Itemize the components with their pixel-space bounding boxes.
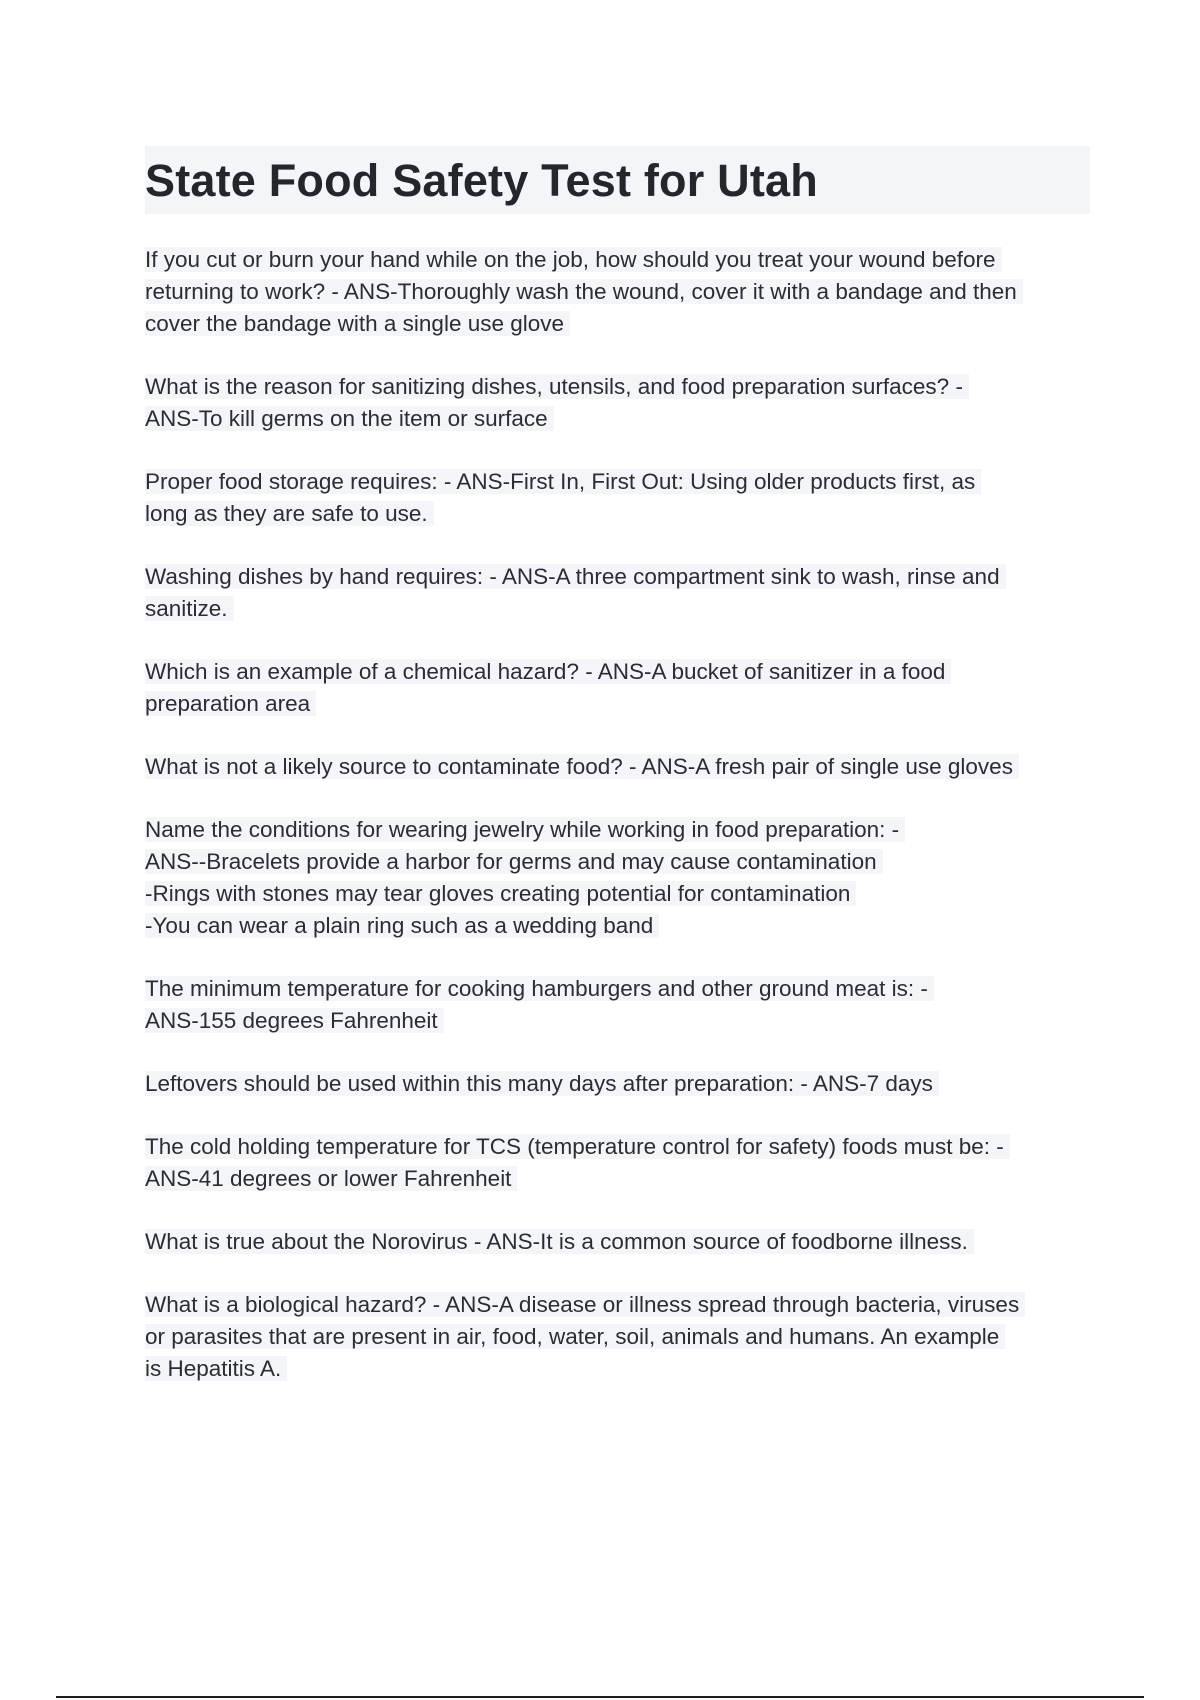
question-answer-text: preparation area bbox=[145, 691, 316, 716]
question-answer-line bbox=[145, 1226, 1090, 1258]
question-answer-line bbox=[145, 371, 1090, 403]
question-answer-text: Which is an example of a chemical hazard? - ANS-A bucket of sanitizer in a food bbox=[145, 659, 951, 684]
question-answer-line bbox=[145, 244, 1090, 276]
question-answer-line bbox=[145, 466, 1090, 498]
question-answer-line bbox=[145, 751, 1090, 783]
question-answer-line bbox=[145, 308, 1090, 340]
question-answer-line bbox=[145, 593, 1090, 625]
question-answer-text: or parasites that are present in air, food, water, soil, animals and humans. An example bbox=[145, 1324, 1005, 1349]
question-answer-line bbox=[145, 878, 1090, 910]
question-answer-text: What is the reason for sanitizing dishes, utensils, and food preparation surfaces? - bbox=[145, 374, 969, 399]
question-answer-item bbox=[145, 973, 1090, 1037]
question-answer-text: ANS-41 degrees or lower Fahrenheit bbox=[145, 1166, 517, 1191]
question-answer-item bbox=[145, 1289, 1090, 1385]
question-answer-item bbox=[145, 1068, 1090, 1100]
page-title: State Food Safety Test for Utah bbox=[145, 154, 818, 206]
document-page bbox=[145, 146, 1090, 1416]
question-answer-text: What is a biological hazard? - ANS-A disease or illness spread through bacteria, viruses bbox=[145, 1292, 1025, 1317]
question-answer-text: What is not a likely source to contaminate food? - ANS-A fresh pair of single use gloves bbox=[145, 754, 1019, 779]
question-answer-text: If you cut or burn your hand while on the job, how should you treat your wound before bbox=[145, 247, 1002, 272]
question-answer-item bbox=[145, 466, 1090, 530]
question-answer-line bbox=[145, 973, 1090, 1005]
question-answer-line bbox=[145, 656, 1090, 688]
question-answer-text: cover the bandage with a single use glove bbox=[145, 311, 570, 336]
question-answer-line bbox=[145, 276, 1090, 308]
question-answer-item bbox=[145, 1131, 1090, 1195]
question-answer-text: Leftovers should be used within this many days after preparation: - ANS-7 days bbox=[145, 1071, 939, 1096]
question-answer-text: What is true about the Norovirus - ANS-It is a common source of foodborne illness. bbox=[145, 1229, 974, 1254]
question-answer-item bbox=[145, 371, 1090, 435]
question-answer-line bbox=[145, 1005, 1090, 1037]
question-answer-line bbox=[145, 1353, 1090, 1385]
question-answer-list bbox=[145, 244, 1090, 1385]
question-answer-item bbox=[145, 1226, 1090, 1258]
question-answer-item bbox=[145, 656, 1090, 720]
question-answer-item bbox=[145, 244, 1090, 340]
question-answer-line bbox=[145, 1163, 1090, 1195]
question-answer-line bbox=[145, 1289, 1090, 1321]
question-answer-text: Proper food storage requires: - ANS-First In, First Out: Using older products first, as bbox=[145, 469, 981, 494]
question-answer-line bbox=[145, 910, 1090, 942]
question-answer-line bbox=[145, 1068, 1090, 1100]
question-answer-text: sanitize. bbox=[145, 596, 234, 621]
question-answer-line bbox=[145, 846, 1090, 878]
question-answer-line bbox=[145, 561, 1090, 593]
question-answer-text: is Hepatitis A. bbox=[145, 1356, 287, 1381]
title-block bbox=[145, 146, 1090, 214]
question-answer-text: returning to work? - ANS-Thoroughly wash the wound, cover it with a bandage and then bbox=[145, 279, 1023, 304]
question-answer-text: ANS--Bracelets provide a harbor for germs and may cause contamination bbox=[145, 849, 883, 874]
question-answer-text: ANS-155 degrees Fahrenheit bbox=[145, 1008, 444, 1033]
bottom-divider bbox=[56, 1696, 1144, 1698]
question-answer-text: ANS-To kill germs on the item or surface bbox=[145, 406, 554, 431]
question-answer-line bbox=[145, 688, 1090, 720]
question-answer-item bbox=[145, 751, 1090, 783]
question-answer-item bbox=[145, 561, 1090, 625]
question-answer-text: Washing dishes by hand requires: - ANS-A three compartment sink to wash, rinse and bbox=[145, 564, 1006, 589]
question-answer-text: The minimum temperature for cooking hamburgers and other ground meat is: - bbox=[145, 976, 934, 1001]
question-answer-text: Name the conditions for wearing jewelry while working in food preparation: - bbox=[145, 817, 905, 842]
question-answer-text: -Rings with stones may tear gloves creating potential for contamination bbox=[145, 881, 856, 906]
question-answer-line bbox=[145, 1321, 1090, 1353]
question-answer-line bbox=[145, 498, 1090, 530]
question-answer-text: The cold holding temperature for TCS (temperature control for safety) foods must be: - bbox=[145, 1134, 1010, 1159]
question-answer-line bbox=[145, 1131, 1090, 1163]
question-answer-text: long as they are safe to use. bbox=[145, 501, 434, 526]
question-answer-line bbox=[145, 403, 1090, 435]
question-answer-item bbox=[145, 814, 1090, 942]
question-answer-line bbox=[145, 814, 1090, 846]
question-answer-text: -You can wear a plain ring such as a wedding band bbox=[145, 913, 659, 938]
